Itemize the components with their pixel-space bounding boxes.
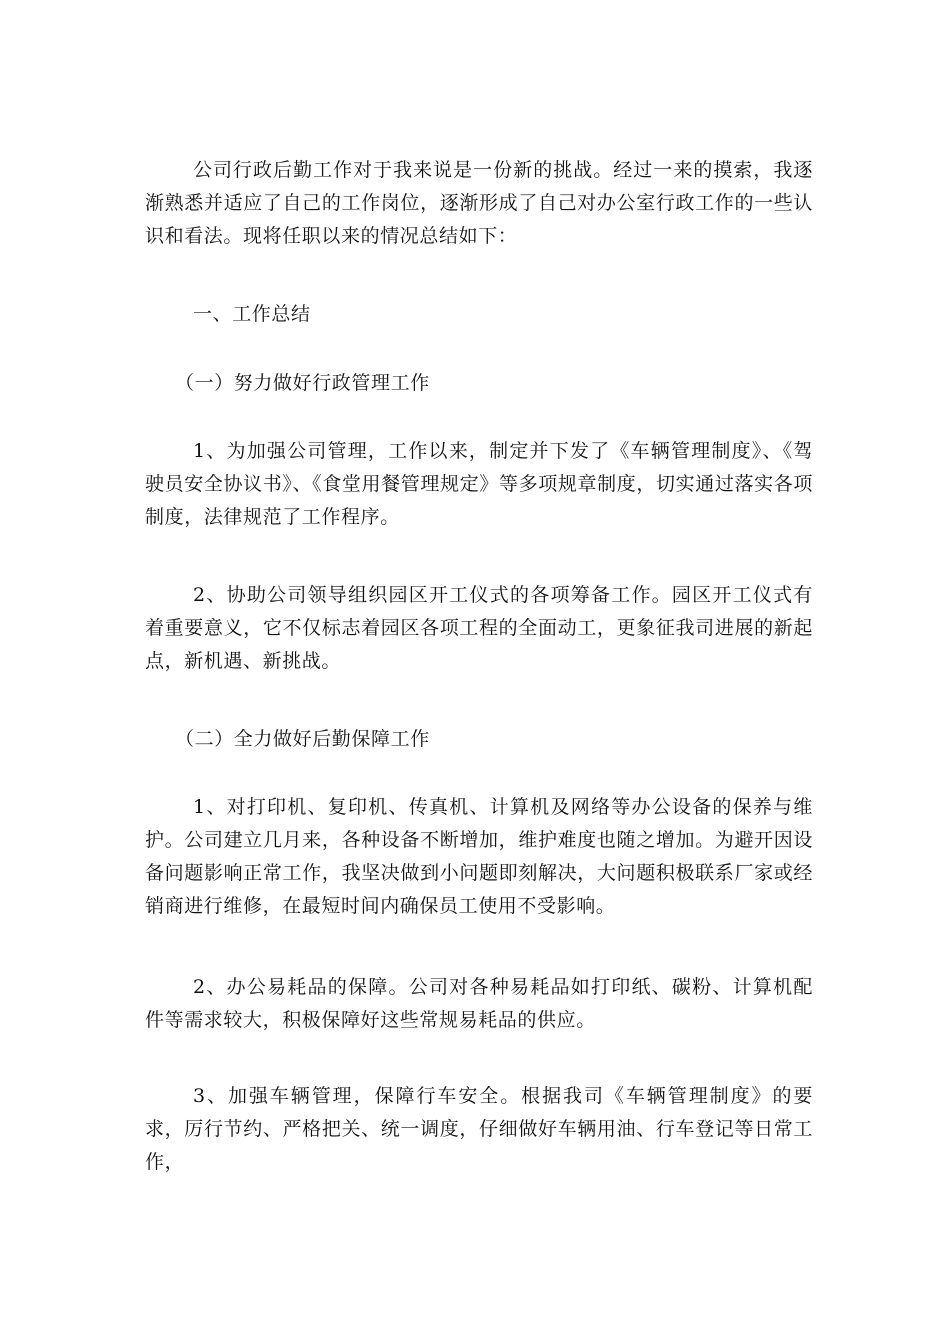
subsection-heading-administration: （一）努力做好行政管理工作	[175, 372, 430, 394]
paragraph-equipment-maintenance: 1、对打印机、复印机、传真机、计算机及网络等办公设备的保养与维护。公司建立几月来，各种设备不断增加，维护难度也随之增加。为避开因设备问题影响正常工作，我坚决做到小问题即刻解决，大问题积极联系厂家或经销商进行维修，在最短时间内确保员工使用不受影响。	[145, 796, 813, 917]
intro-paragraph: 公司行政后勤工作对于我来说是一份新的挑战。经过一来的摸索，我逐渐熟悉并适应了自己的工作岗位，逐渐形成了自己对办公室行政工作的一些认识和看法。现将任职以来的情况总结如下：	[145, 159, 813, 247]
paragraph-vehicle-management: 3、加强车辆管理，保障行车安全。根据我司《车辆管理制度》的要求，厉行节约、严格把关、统一调度，仔细做好车辆用油、行车登记等日常工作，	[145, 1085, 813, 1173]
paragraph-consumables: 2、办公易耗品的保障。公司对各种易耗品如打印纸、碳粉、计算机配件等需求较大，积极保障好这些常规易耗品的供应。	[145, 976, 813, 1031]
paragraph-regulations: 1、为加强公司管理，工作以来，制定并下发了《车辆管理制度》、《驾驶员安全协议书》、《食堂用餐管理规定》等多项规章制度，切实通过落实各项制度，法律规范了工作程序。	[145, 440, 813, 528]
section-heading-work-summary: 一、工作总结	[193, 303, 311, 325]
subsection-heading-logistics: （二）全力做好后勤保障工作	[175, 728, 430, 750]
paragraph-opening-ceremony: 2、协助公司领导组织园区开工仪式的各项筹备工作。园区开工仪式有着重要意义，它不仅标志着园区各项工程的全面动工，更象征我司进展的新起点，新机遇、新挑战。	[145, 584, 813, 672]
